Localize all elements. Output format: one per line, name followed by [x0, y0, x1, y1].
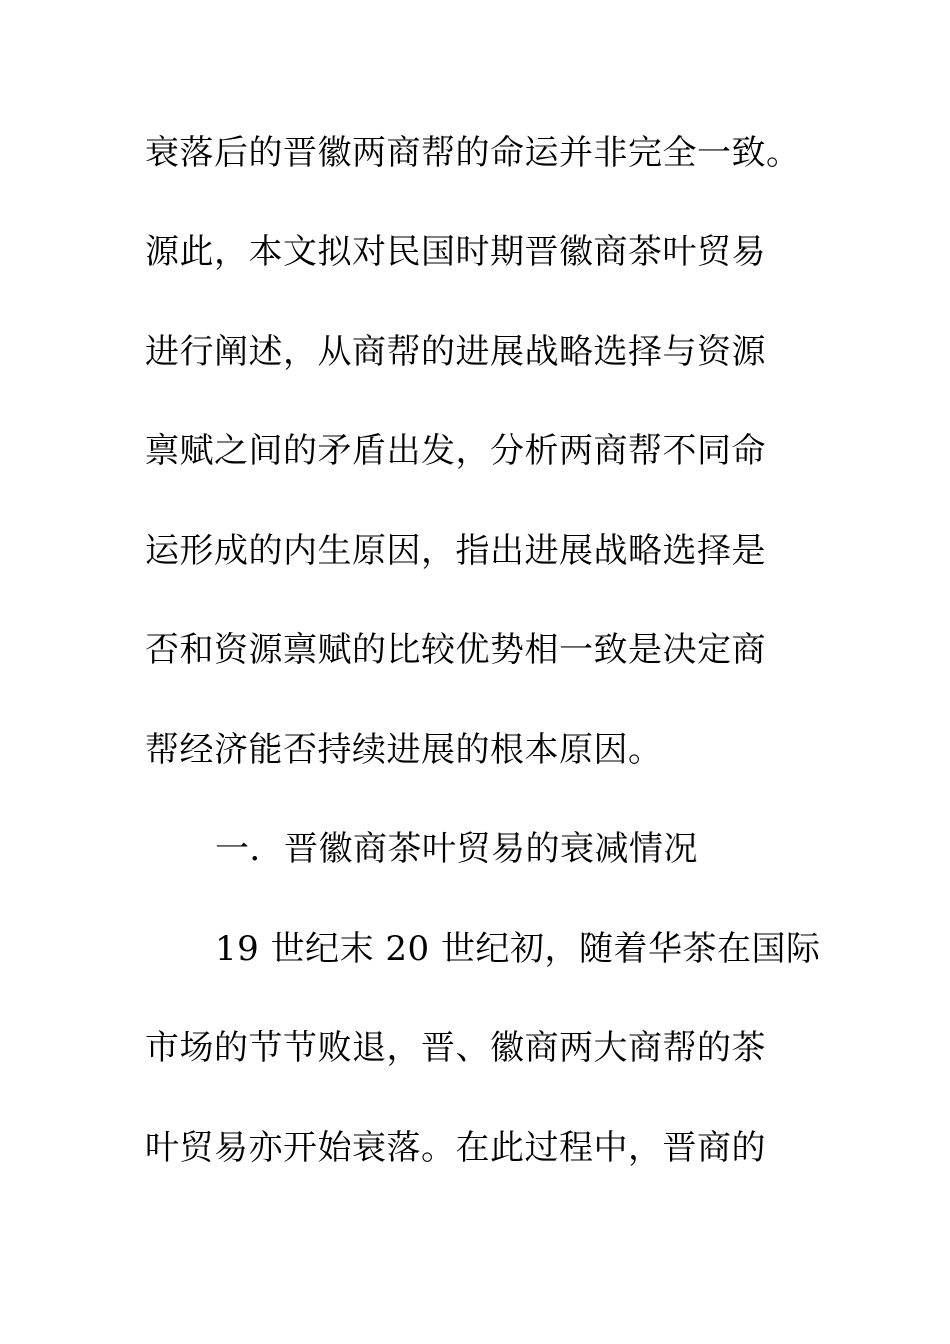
paragraph-line: 叶贸易亦开始衰落。在此过程中，晋商的	[145, 1128, 766, 1168]
paragraph-line: 否和资源禀赋的比较优势相一致是决定商	[145, 630, 766, 670]
paragraph-line: 源此，本文拟对民国时期晋徽商茶叶贸易	[145, 232, 766, 272]
paragraph-line: 市场的节节败退，晋、徽商两大商帮的茶	[145, 1028, 766, 1068]
paragraph-line: 衰落后的晋徽两商帮的命运并非完全一致。	[145, 133, 801, 173]
paragraph-line: 帮经济能否持续进展的根本原因。	[145, 730, 663, 770]
paragraph-line: 运形成的内生原因，指出进展战略选择是	[145, 531, 766, 571]
paragraph-line: 进行阐述，从商帮的进展战略选择与资源	[145, 332, 766, 372]
section-heading: 一．晋徽商茶叶贸易的衰减情况	[215, 829, 698, 869]
paragraph-line: 禀赋之间的矛盾出发，分析两商帮不同命	[145, 431, 766, 471]
paragraph-line: 19 世纪末 20 世纪初，随着华茶在国际	[215, 929, 821, 969]
